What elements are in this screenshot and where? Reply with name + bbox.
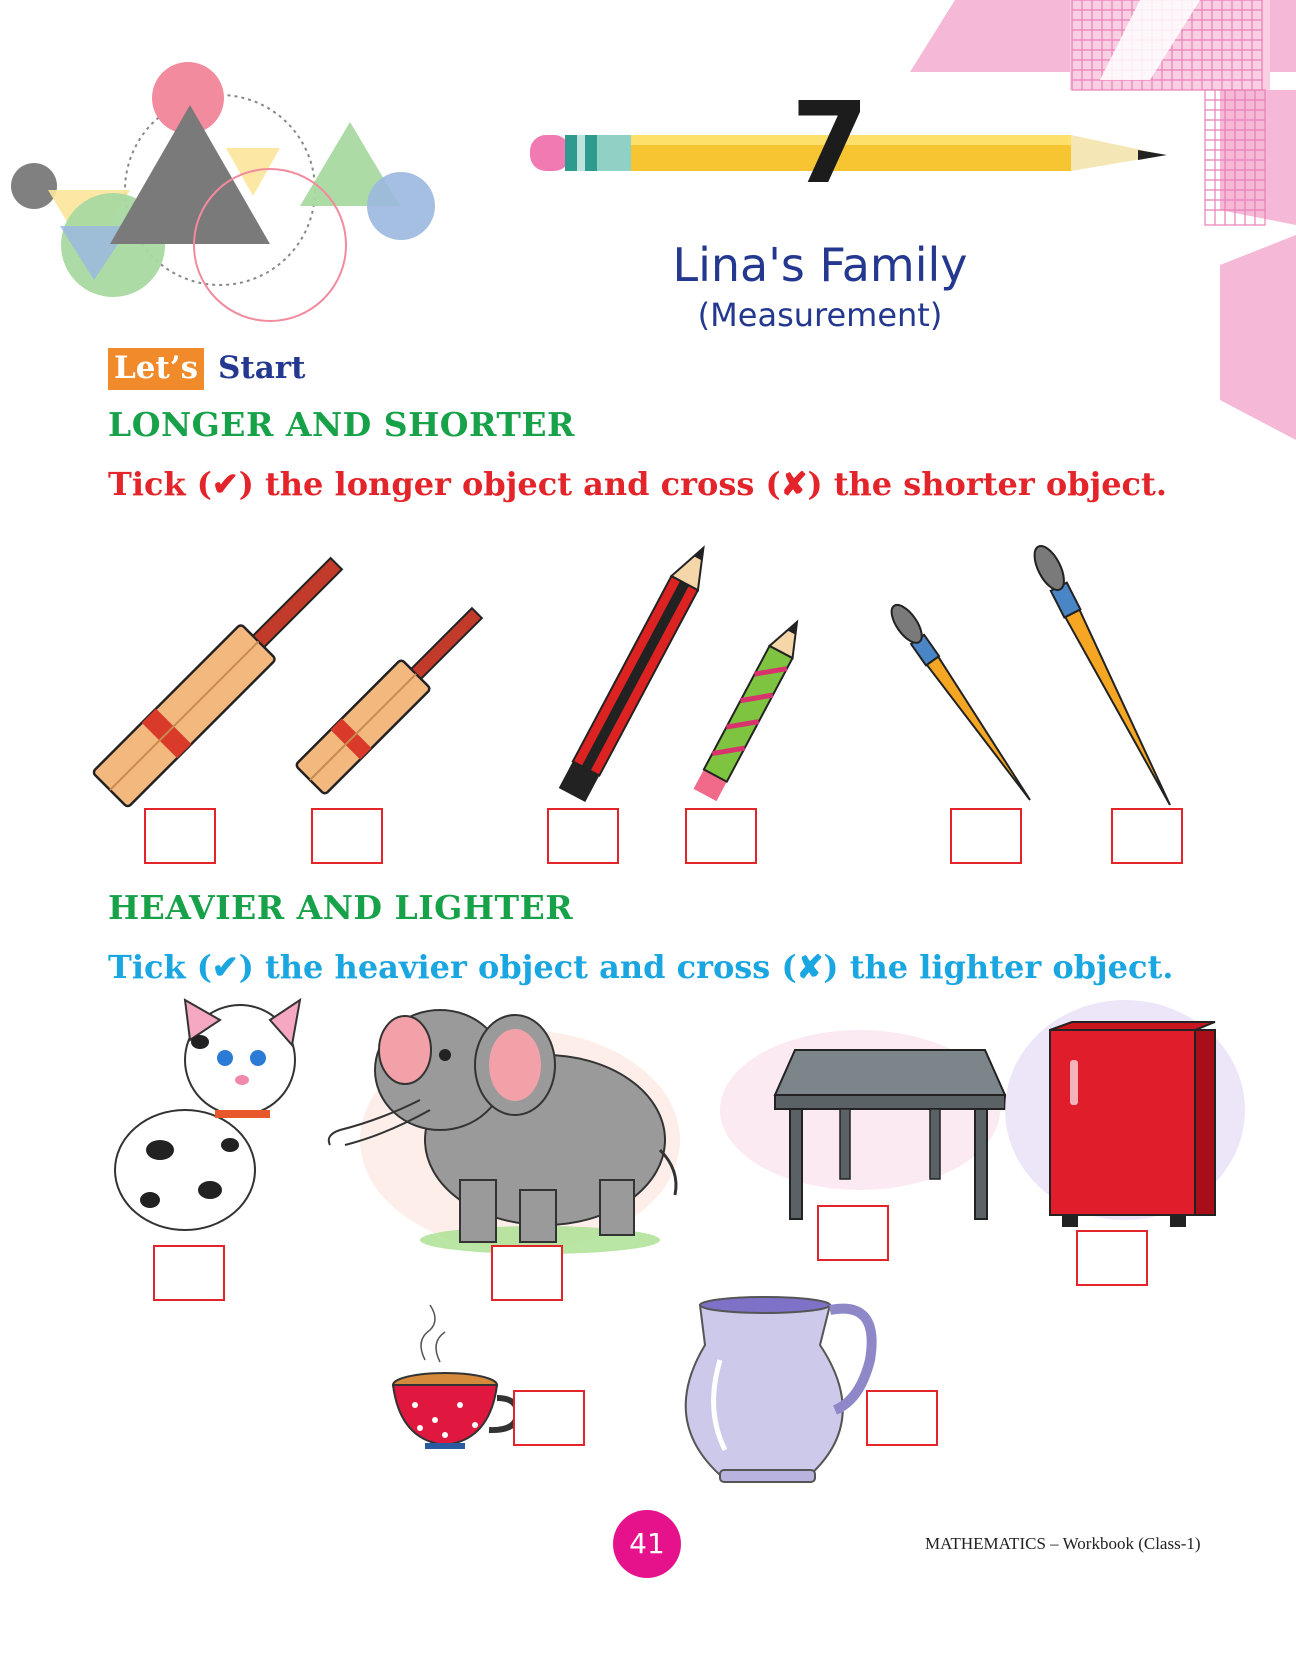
answer-box-table[interactable]: [817, 1205, 889, 1261]
cat-image: [115, 1000, 300, 1230]
answer-box-short-brush[interactable]: [950, 808, 1022, 864]
chapter-number: 7: [791, 79, 869, 209]
long-pencil-image: [559, 539, 718, 802]
answer-box-long-pencil[interactable]: [547, 808, 619, 864]
answer-box-long-bat[interactable]: [144, 808, 216, 864]
chapter-subtitle: (Measurement): [697, 296, 943, 334]
section-heading-length: LONGER AND SHORTER: [108, 405, 575, 444]
tea-cup-image: [393, 1305, 517, 1449]
long-brush-image: [1029, 542, 1180, 810]
instruction-length: Tick (✔) the longer object and cross (✘) the shorter object.: [108, 465, 1167, 503]
chapter-title: Lina's Family: [672, 238, 968, 292]
answer-box-cat[interactable]: [153, 1245, 225, 1301]
elephant-image: [329, 1010, 680, 1254]
instruction-weight: Tick (✔) the heavier object and cross (✘) the lighter object.: [108, 948, 1174, 986]
answer-box-jug[interactable]: [866, 1390, 938, 1446]
jug-image: [686, 1297, 872, 1482]
short-bat-image: [295, 598, 492, 795]
section-heading-weight: HEAVIER AND LIGHTER: [108, 888, 574, 927]
answer-box-fridge[interactable]: [1076, 1230, 1148, 1286]
table-image: [720, 1030, 1005, 1219]
short-pencil-image: [694, 614, 810, 801]
answer-box-short-pencil[interactable]: [685, 808, 757, 864]
lets-start-word: Start: [218, 350, 306, 386]
answer-box-elephant[interactable]: [491, 1245, 563, 1301]
answer-box-long-brush[interactable]: [1111, 808, 1183, 864]
book-footer: MATHEMATICS – Workbook (Class-1): [925, 1534, 1201, 1553]
geometric-shapes-art: [11, 62, 435, 321]
fridge-image: [1005, 1000, 1245, 1227]
answer-box-tea-cup[interactable]: [513, 1390, 585, 1446]
page-number: 41: [613, 1510, 681, 1578]
lets-start-tag: Let’s: [108, 348, 204, 390]
short-brush-image: [886, 600, 1038, 806]
answer-box-short-bat[interactable]: [311, 808, 383, 864]
corner-pattern: [910, 0, 1296, 440]
